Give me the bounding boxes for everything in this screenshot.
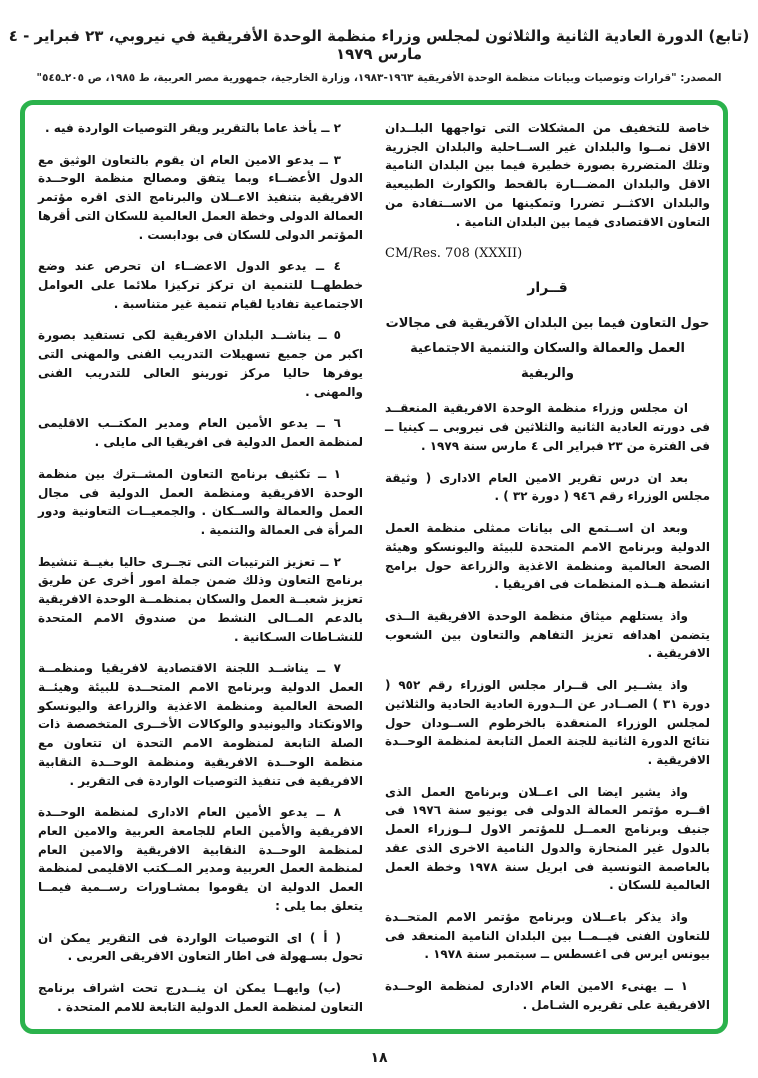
preamble-paragraph: واذ يذكر باعــلان وبرنامج مؤتمر الامم المتحــدة للتعاون الفنى فيــمــا بين البلدان النامية المنعقد فى بيونس ايرس فى اغسطس ــ سبتمبر سنة ١٩٧٨ . (385, 910, 710, 962)
resolution-heading: قــرار (527, 279, 568, 296)
operative-paragraph-3: ٣ ــ يدعو الامين العام ان يقوم بالتعاون الوثيق مع الدول الأعضــاء وبما يتفق ومصالح منظمة الوحــدة الافريقية بتنفيذ الاعــلان والبرنامج الذى اقره مؤتمر العمالة الدولى وخطة العمل العالمية للسكان التى أقرها المؤتمر الدولى للسكان فى بودابست . (38, 152, 363, 242)
page-number: ١٨ (370, 1050, 388, 1066)
sub-item-a: ( أ ) اى التوصيات الواردة فى التقرير يمكن ان تحول بسـهولة فى اطار التعاون الافريقى العربى . (38, 930, 363, 964)
document-green-frame (20, 100, 728, 1034)
sub-paragraph-1: ١ ــ تكثيف برنامج التعاون المشــترك بين منظمة الوحدة الافريقية ومنظمة العمل الدولية فى مجال العمل والعمالة والســكان . والجمعيــات التعاونية ودور المرأة فى العمالة والتنمية . (38, 466, 363, 537)
two-column-layout (25, 105, 723, 1029)
session-title: (تابع) الدورة العادية الثانية والثلاثون لمجلس وزراء منظمة الوحدة الأفريقية في نيروبي، ٢٣ فبراير - ٤ مارس ١٩٧٩ (8, 27, 750, 63)
operative-paragraph-4: ٤ ــ يدعو الدول الاعضــاء ان تحرص عند وضع خططهــا للتنمية ان تركز تركيزا ملائما على العوامل الاجتماعية تفاديا لقيام تنمية غير متناسبة . (38, 259, 363, 311)
left-column (38, 119, 363, 1019)
resolution-title: حول التعاون فيما بين البلدان الآفريقية فى مجالات العمل والعمالة والسكان والتنمية الاجتماعية والريفية (385, 316, 710, 381)
preamble-paragraph: بعد ان درس تقرير الامين العام الادارى ( وثيقة مجلس الوزراء رقم ٩٤٦ ( دورة ٣٢ ) . (385, 470, 710, 504)
page-footer (0, 1050, 758, 1066)
operative-paragraph-8: ٨ ــ يدعو الأمين العام الادارى لمنظمة الوحــدة الافريقية والأمين العام للجامعة العربية والامين العام لمنظمة الوحــدة النقابية الافريقية والامين العام لمنظمة العمل العربية ومدير المــكتب الاقليمى لمنظمة العمل الدولية ان يقوموا بمشـاورات رســمية فيمــا يتعلق بما يلى : (38, 805, 363, 913)
operative-paragraph-2: ٢ ــ يأخذ عاما بالتقرير ويقر التوصيات الواردة فيه . (44, 121, 341, 135)
preamble-paragraph: وبعد ان اســتمع الى بيانات ممثلى منظمة العمل الدولية وبرنامج الامم المتحدة للبيئة واليونسكو وهيئة الصحة العالمية ومنظمة الاغذية والزراعة حول برامج انشطة هــذه المنظمات فى افريقيا . (385, 521, 710, 592)
operative-paragraph-1: ١ ــ يهنىء الامين العام الادارى لمنظمة الوحــدة الافريقية على تقريره الشـامل . (385, 979, 710, 1012)
right-column (385, 119, 710, 1019)
continuation-paragraph: خاصة للتخفيف من المشكلات التى تواجهها البلــدان الاقل نمــوا والبلدان غير الســاحلية والبلدان الجزرية وتلك المتضررة بصورة خطيرة فيما بين البلدان النامية الاقل والبلدان المضـــارة بالقحط والكوارث الطبيعية والبلدان الاكثــر تضررا وتمكينها من الاســتفادة من التعاون الاقتصادى فيما بين البلدان النامية . (385, 121, 710, 229)
preamble-paragraph: ان مجلس وزراء منظمة الوحدة الافريقية المنعقــد فى دورته العادية الثانية والثلاثين فى نيروبى ــ كينيا ــ فى الفترة من ٢٣ فبراير الى ٤ مارس سنة ١٩٧٩ . (385, 401, 710, 453)
preamble-paragraph: واذ يستلهم ميثاق منظمة الوحدة الافريقية الــذى يتضمن اهدافه تعزيز التفاهم والتعاون بين الشعوب الافريقية . (385, 608, 710, 661)
preamble-paragraph: واذ يشير ايضا الى اعــلان وبرنامج العمل الذى اقــره مؤتمر العمالة الدولى فى يونيو سنة ١٩٧٦ فى جنيف وبرنامج العمــل للمؤتمر الاول لــوزراء العمل بالدول غير المنحازة والدول النامية الاخرى الذى عقد بالعاصمة التونسية فى ابريل سنة ١٩٧٨ وخطة العمل العالمية للسكان . (385, 784, 711, 893)
operative-paragraph-6: ٦ ــ يدعو الأمين العام ومدير المكتــب الاقليمى لمنظمة العمل الدولية فى افريقيا الى مايلى . (38, 416, 363, 450)
operative-paragraph-5: ٥ ــ يناشــد البلدان الافريقية لكى تستفيد بصورة اكبر من جميع تسهيلات التدريب الفنى والمهنى التى يوفرها حاليا مركز تورينو العالى للتدريب الفنى والمهنى . (38, 328, 363, 399)
sub-item-b: (ب) وايهــا يمكن ان ينــدرج تحت اشراف برنامج التعاون لمنظمة العمل الدولية التابعة للامم المتحدة . (38, 981, 363, 1014)
sub-paragraph-2: ٢ ــ تعزيز الترتيبات التى تجــرى حاليا بغيــة تنشيط برنامج التعاون وذلك ضمن جملة امور أخرى عن طريق تعزيز شعبــة العمل والسكان بمنظمــة الوحدة الافريقية بالدعم المــالى النشط من صندوق الامم المتحدة للنشـاطات السـكانية . (38, 554, 363, 644)
source-citation: المصدر: "قرارات وتوصيات وبيانات منظمة الوحدة الأفريقية ١٩٦٣-١٩٨٣، وزارة الخارجية، جمهورية مصر العربية، ط ١٩٨٥، ص ٢٠٥ـ٥٤٥" (36, 72, 722, 84)
preamble-paragraph: واذ يشــير الى قــرار مجلس الوزراء رقم ٩٥٢ ( دورة ٣١ ) الصــادر عن الــدورة العادية الحادية والثلاثين لمجلس الوزراء المنعقدة بالخرطوم الســودان حول نتائج الدورة الثانية للجنة العمل التابعة لمنظمة الوحــدة الافريقية . (385, 678, 710, 767)
operative-paragraph-7: ٧ ــ يناشــد اللجنة الاقتصادية لافريقيا ومنظمــة العمل الدولية وبرنامج الامم المتحــدة للبيئة وهيئــة الصحة العالمية ومنظمة الاغذية والزراعة واليونسكو والاونكتاد واليونيدو والوكالات الأخــرى المتخصصة ذات الصلة التابعة لمنظومة الامم التحدة ان تتعاون مع منظمة الوحــدة الافريقية ومنظمة الوحــدة النقابية الافريقية فى تنفيذ التوصيات الواردة فى التقرير . (38, 661, 363, 788)
page-header (0, 0, 758, 84)
resolution-reference: CM/Res. 708 (XXXII) (385, 246, 523, 262)
